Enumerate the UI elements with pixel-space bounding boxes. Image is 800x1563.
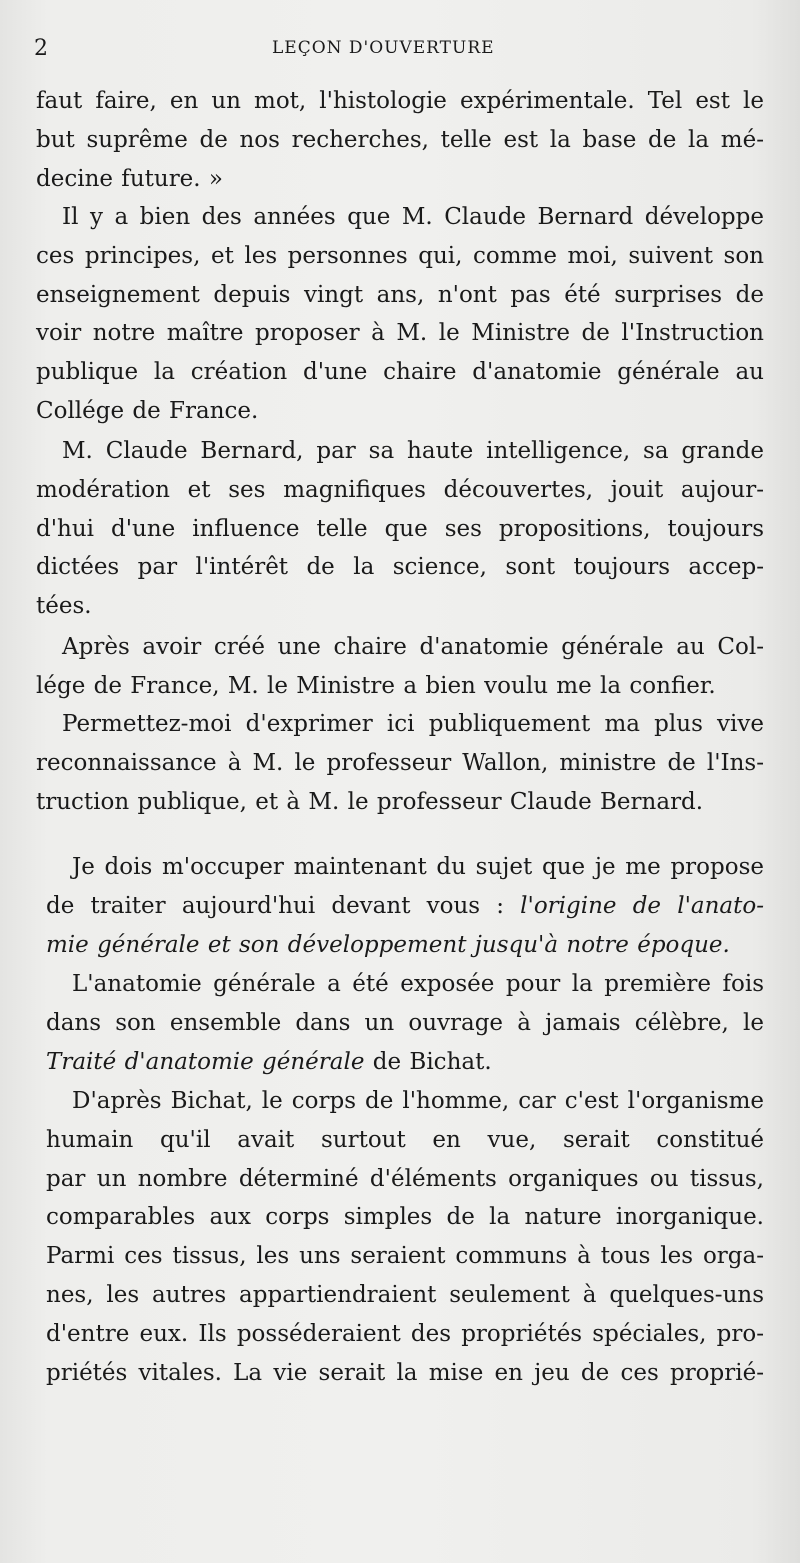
text-line: Permettez-moi d'exprimer ici publiquement ma plus vive <box>62 711 764 737</box>
text-line: D'après Bichat, le corps de l'homme, car c'est l'organisme <box>72 1088 764 1114</box>
paragraph-8 <box>46 1082 764 1392</box>
text-line: d'hui d'une influence telle que ses propositions, toujours <box>36 515 764 542</box>
paragraph-6 <box>46 848 764 964</box>
text-line: d'entre eux. Ils posséderaient des propriétés spéciales, pro- <box>46 1320 764 1347</box>
text-line <box>46 887 764 926</box>
text-line: voir notre maître proposer à M. le Ministre de l'Instruction <box>36 320 764 347</box>
text-line: tées. <box>36 593 92 620</box>
text-line: humain qu'il avait surtout en vue, serait constitué <box>46 1126 764 1153</box>
text-line: nes, les autres appartiendraient seulement à quelques-uns <box>46 1281 764 1308</box>
text-line: publique la création d'une chaire d'anatomie générale au <box>36 359 764 386</box>
text-line: Collége de France. <box>36 397 259 424</box>
italic-title-continued: mie générale et son développement jusqu'à notre époque. <box>46 931 730 958</box>
italic-book-title: Traité d'anatomie générale <box>46 1048 365 1075</box>
text-line: dans son ensemble dans un ouvrage à jamais célèbre, le <box>46 1009 764 1036</box>
text-fragment: de Bichat. <box>364 1048 492 1075</box>
text-line: dictées par l'intérêt de la science, sont toujours accep- <box>36 554 764 581</box>
text-line: ces principes, et les personnes qui, comme moi, suivent son <box>36 242 764 269</box>
text-line: modération et ses magnifiques découvertes, jouit aujour- <box>36 476 764 503</box>
paragraph-2 <box>36 198 764 431</box>
text-line <box>46 926 764 965</box>
paragraph-1 <box>36 82 764 198</box>
text-line: priétés vitales. La vie serait la mise en jeu de ces proprié- <box>46 1359 764 1386</box>
text-line: M. Claude Bernard, par sa haute intelligence, sa grande <box>62 438 764 464</box>
paragraph-3 <box>36 432 764 626</box>
italic-title: l'origine de l'anato- <box>520 892 764 919</box>
text-line: truction publique, et à M. le professeur Claude Bernard. <box>36 788 704 815</box>
text-line: Je dois m'occuper maintenant du sujet que je me propose <box>72 854 764 880</box>
paragraph-7 <box>46 965 764 1081</box>
text-line: Après avoir créé une chaire d'anatomie générale au Col- <box>62 634 764 660</box>
page-number: 2 <box>34 36 48 61</box>
paragraph-5 <box>36 705 764 821</box>
text-line: L'anatomie générale a été exposée pour la première fois <box>72 971 764 997</box>
text-line: but suprême de nos recherches, telle est la base de la mé- <box>36 126 764 153</box>
text-line <box>46 1043 764 1082</box>
text-line: faut faire, en un mot, l'histologie expérimentale. Tel est le <box>36 88 764 114</box>
text-line: Parmi ces tissus, les uns seraient communs à tous les orga- <box>46 1243 764 1270</box>
text-fragment: de traiter aujourd'hui devant vous : <box>46 892 521 919</box>
text-line: enseignement depuis vingt ans, n'ont pas été surprises de <box>36 281 764 308</box>
text-line: decine future. » <box>36 165 223 192</box>
page-header <box>34 36 760 66</box>
paragraph-4 <box>36 628 764 706</box>
text-line: Il y a bien des années que M. Claude Bernard développe <box>62 204 764 230</box>
text-line: comparables aux corps simples de la nature inorganique. <box>46 1204 764 1231</box>
running-head: LEÇON D'OUVERTURE <box>272 38 495 58</box>
text-line: reconnaissance à M. le professeur Wallon, ministre de l'Ins- <box>36 749 764 776</box>
text-line: lége de France, M. le Ministre a bien voulu me la confier. <box>36 672 716 699</box>
text-line: par un nombre déterminé d'éléments organiques ou tissus, <box>46 1165 764 1192</box>
